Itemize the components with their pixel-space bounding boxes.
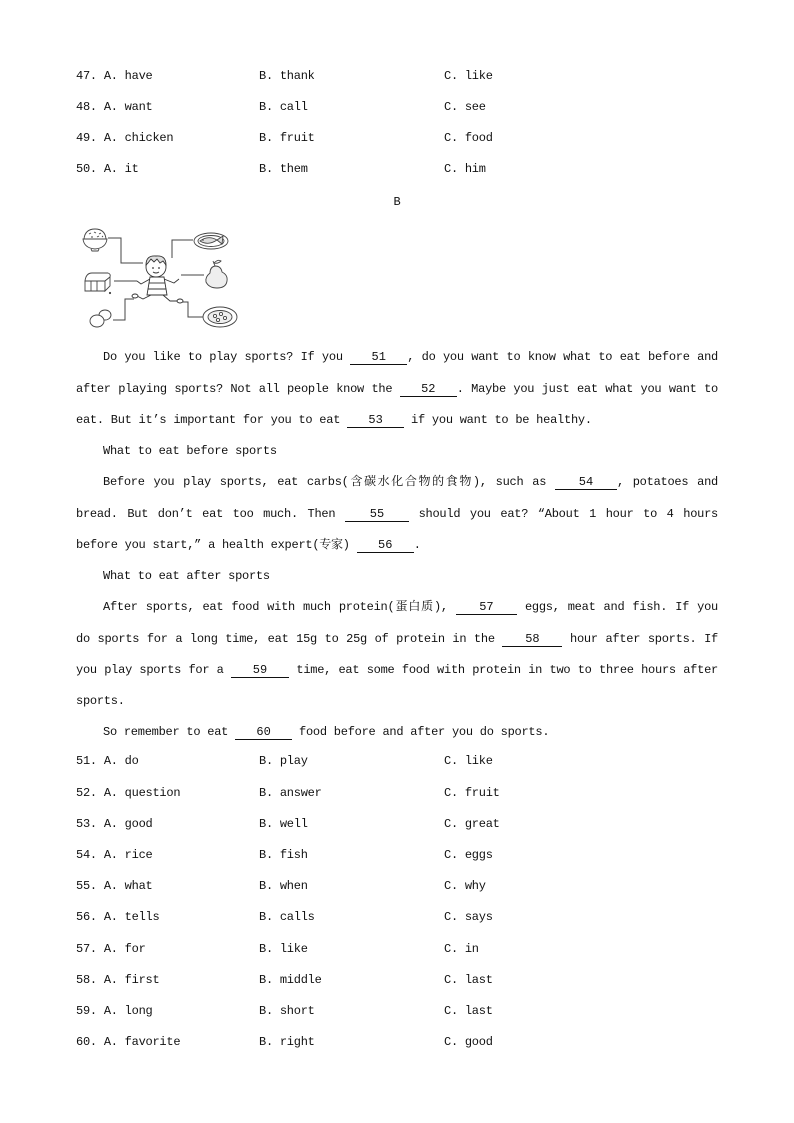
- question-cell-a: [76, 809, 259, 840]
- passage-text: food before and after you do sports.: [292, 725, 550, 740]
- pear-leaf: [214, 260, 221, 263]
- question-row-52: [76, 778, 718, 809]
- back-arm: [137, 279, 150, 284]
- question-row-59: [76, 996, 718, 1027]
- option-c: C. good: [444, 1035, 493, 1050]
- bread-icon: [85, 273, 111, 294]
- blank-59: 59: [231, 664, 289, 678]
- passage-text: time, eat some food with protein in two to three hours after: [289, 662, 718, 677]
- question-list-47-50: [76, 61, 718, 185]
- option-a: A. for: [103, 941, 146, 956]
- option-b: B. fruit: [259, 131, 315, 145]
- question-number: 60.: [76, 1035, 97, 1050]
- option-c: C. eggs: [444, 847, 493, 862]
- question-row-60: [76, 1027, 718, 1058]
- question-cell-a: [76, 746, 259, 777]
- dot-mark: [109, 292, 111, 294]
- front-shoe: [177, 299, 183, 303]
- option-c: C. last: [444, 1003, 493, 1018]
- passage-text: . Maybe you just eat what you want to: [456, 381, 718, 396]
- option-a: A. favorite: [103, 1035, 181, 1050]
- option-c: C. great: [444, 816, 500, 831]
- section-heading-before-sports: What to eat before sports: [103, 444, 277, 459]
- blank-52: 52: [400, 383, 457, 397]
- passage-line: [76, 592, 718, 623]
- option-c: C. see: [444, 100, 486, 114]
- option-c: C. food: [444, 131, 493, 145]
- question-cell-a: [76, 902, 259, 933]
- question-cell-a: [76, 871, 259, 902]
- section-heading-after-sports: What to eat after sports: [103, 569, 270, 584]
- question-number: 58.: [76, 972, 97, 987]
- question-number: 52.: [76, 785, 97, 800]
- question-row-54: [76, 840, 718, 871]
- question-number: 48.: [76, 100, 97, 114]
- option-a: A. long: [103, 1003, 153, 1018]
- topping: [213, 314, 216, 317]
- option-a: A. tells: [103, 910, 160, 925]
- blank-56: 56: [357, 539, 414, 553]
- passage-text: sports.: [76, 694, 125, 709]
- question-row-56: [76, 902, 718, 933]
- fish-plate-icon: [194, 233, 228, 249]
- passage-text: should you eat? “About 1 hour to 4 hours: [408, 506, 718, 521]
- passage-line: [76, 374, 718, 405]
- pizza-plate-icon: [203, 307, 237, 327]
- running-boy-food-illustration: [80, 225, 244, 333]
- question-cell-a: [76, 61, 259, 92]
- question-number: 53.: [76, 816, 97, 831]
- option-b: B. like: [259, 941, 308, 956]
- section-label: B: [393, 195, 401, 209]
- passage-text: eat. But it’s important for you to eat: [76, 412, 348, 427]
- bowl: [83, 239, 107, 249]
- passage-text: Do you like to play sports? If you: [103, 350, 351, 365]
- eye: [158, 267, 160, 269]
- question-row-55: [76, 871, 718, 902]
- question-row-50: [76, 154, 718, 185]
- passage-text: So remember to eat: [103, 725, 236, 740]
- passage-text: .: [413, 537, 421, 552]
- question-number: 47.: [76, 69, 97, 83]
- option-b: B. when: [259, 879, 308, 894]
- blank-57: 57: [456, 601, 517, 615]
- passage-text: after playing sports? Not all people know the: [76, 381, 400, 396]
- front-arm: [164, 279, 179, 283]
- option-b: B. right: [259, 1035, 315, 1050]
- connector-line-fish: [172, 240, 193, 258]
- blank-53: 53: [347, 414, 404, 428]
- question-cell-a: [76, 92, 259, 123]
- blank-54: 54: [555, 476, 617, 490]
- passage-text: you play sports for a: [76, 662, 231, 677]
- question-cell-a: [76, 154, 259, 185]
- option-c: C. says: [444, 910, 493, 925]
- rice-bowl-icon: [83, 229, 107, 251]
- topping: [216, 318, 219, 321]
- question-list-51-60: [76, 746, 718, 1058]
- option-b: B. them: [259, 162, 308, 176]
- blank-55: 55: [345, 508, 409, 522]
- question-row-49: [76, 123, 718, 154]
- passage-text: bread. But don’t eat too much. Then: [76, 506, 345, 521]
- option-c: C. like: [444, 754, 493, 769]
- passage-line: [76, 405, 718, 436]
- question-cell-a: [76, 778, 259, 809]
- question-number: 57.: [76, 941, 97, 956]
- passage-text: Before you play sports, eat carbs(含碳水化合物的食物), such as: [103, 475, 555, 490]
- option-b: B. call: [259, 100, 308, 114]
- option-c: C. why: [444, 879, 486, 894]
- fish-eye: [202, 239, 204, 241]
- passage-line: [76, 686, 718, 717]
- question-number: 54.: [76, 847, 97, 862]
- connector-line-pizza: [181, 302, 203, 317]
- rice-heap: [84, 229, 106, 239]
- question-cell-a: [76, 965, 259, 996]
- passage-text: , do you want to know what to eat before and: [407, 350, 718, 365]
- option-a: A. chicken: [103, 131, 174, 145]
- topping: [223, 316, 226, 319]
- option-b: B. short: [259, 1003, 315, 1018]
- question-cell-a: [76, 1027, 259, 1058]
- option-b: B. play: [259, 754, 308, 769]
- question-number: 50.: [76, 162, 97, 176]
- question-cell-a: [76, 934, 259, 965]
- blank-60: 60: [235, 726, 292, 740]
- option-a: A. rice: [103, 847, 153, 862]
- question-row-53: [76, 809, 718, 840]
- connector-line-eggs: [113, 299, 134, 320]
- back-leg: [137, 295, 151, 299]
- cloze-passage: [76, 342, 718, 748]
- option-b: B. answer: [259, 785, 322, 800]
- back-shoe: [132, 294, 138, 298]
- question-number: 55.: [76, 879, 97, 894]
- option-a: A. want: [103, 100, 153, 114]
- option-b: B. fish: [259, 847, 308, 862]
- question-row-58: [76, 965, 718, 996]
- option-a: A. first: [103, 972, 160, 987]
- pear-body: [206, 266, 227, 288]
- question-row-47: [76, 61, 718, 92]
- question-row-48: [76, 92, 718, 123]
- shorts: [147, 289, 167, 295]
- passage-text: eggs, meat and fish. If you: [516, 600, 718, 615]
- front-leg: [163, 295, 178, 301]
- option-c: C. in: [444, 941, 479, 956]
- pear-icon: [206, 260, 227, 288]
- question-cell-a: [76, 123, 259, 154]
- blank-51: 51: [350, 351, 407, 365]
- option-a: A. it: [103, 162, 139, 176]
- eye: [152, 267, 154, 269]
- passage-line: [76, 499, 718, 530]
- option-a: A. what: [103, 879, 153, 894]
- blank-58: 58: [502, 633, 562, 647]
- option-b: B. well: [259, 816, 308, 831]
- passage-text: hour after sports. If: [562, 631, 718, 646]
- question-number: 56.: [76, 910, 97, 925]
- option-a: A. have: [103, 69, 153, 83]
- connector-line-rice: [108, 238, 143, 263]
- topping: [219, 312, 222, 315]
- bread-front: [85, 281, 105, 291]
- option-b: B. calls: [259, 910, 315, 925]
- passage-line: [76, 342, 718, 373]
- option-b: B. thank: [259, 69, 315, 83]
- question-row-57: [76, 934, 718, 965]
- question-row-51: [76, 746, 718, 777]
- option-a: A. question: [103, 785, 181, 800]
- passage-text: do sports for a long time, eat 15g to 25g of protein in the: [76, 631, 503, 646]
- option-a: A. do: [103, 754, 139, 769]
- passage-text: After sports, eat food with much protein(蛋白质),: [103, 600, 456, 615]
- option-b: B. middle: [259, 972, 322, 987]
- passage-line: [76, 530, 718, 561]
- question-cell-a: [76, 996, 259, 1027]
- passage-line: [76, 717, 718, 748]
- option-c: C. him: [444, 162, 486, 176]
- passage-text: before you start,” a health expert(专家): [76, 537, 357, 552]
- option-a: A. good: [103, 816, 153, 831]
- passage-text: if you want to be healthy.: [404, 412, 592, 427]
- option-c: C. fruit: [444, 785, 500, 800]
- option-c: C. last: [444, 972, 493, 987]
- passage-line: [76, 624, 718, 655]
- passage-text: , potatoes and: [616, 475, 718, 490]
- passage-line: [76, 467, 718, 498]
- question-cell-a: [76, 840, 259, 871]
- question-number: 59.: [76, 1003, 97, 1018]
- option-c: C. like: [444, 69, 493, 83]
- egg: [90, 315, 104, 327]
- question-number: 51.: [76, 754, 97, 769]
- question-number: 49.: [76, 131, 97, 145]
- passage-line: [76, 655, 718, 686]
- eggs-icon: [90, 310, 111, 327]
